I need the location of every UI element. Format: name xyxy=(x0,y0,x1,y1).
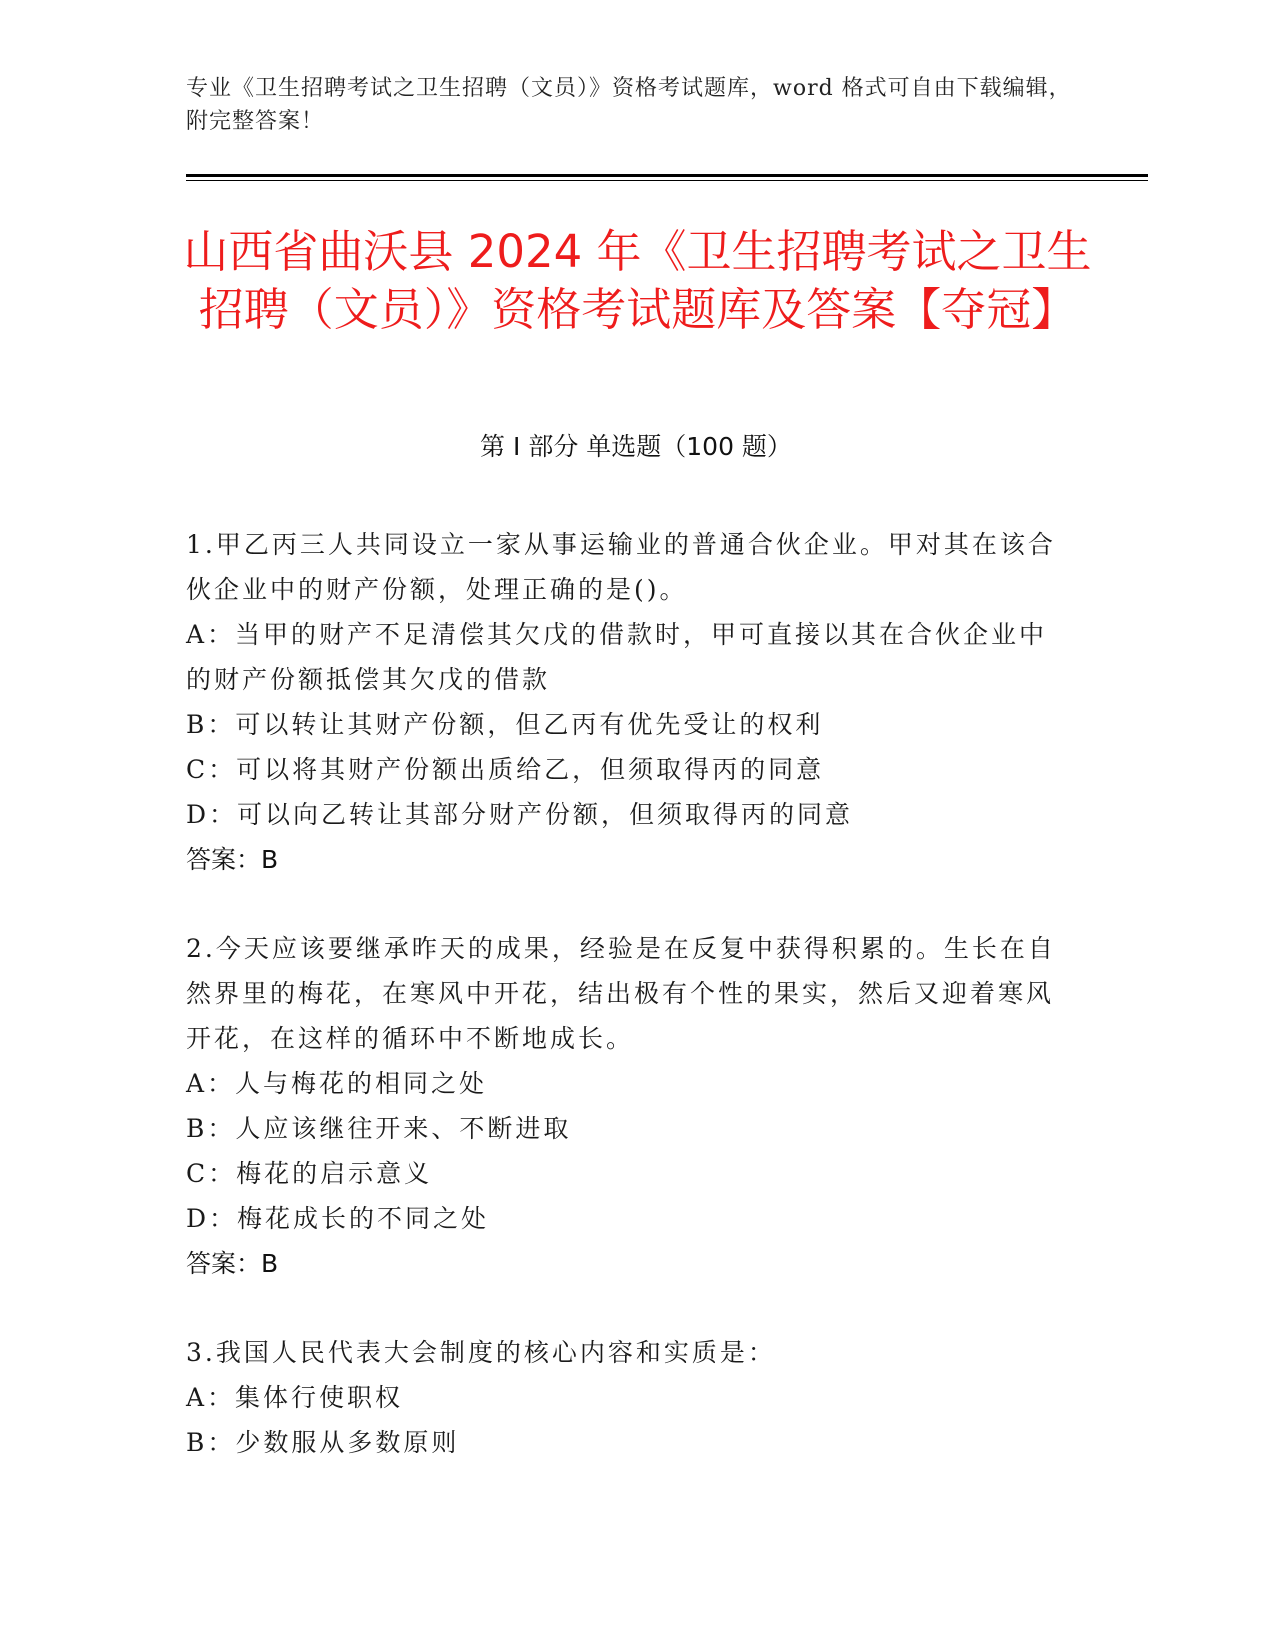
question-3 xyxy=(186,1330,1066,1465)
header-divider-thick xyxy=(186,174,1148,177)
question-option-c: C：可以将其财产份额出质给乙，但须取得丙的同意 xyxy=(186,755,825,784)
question-text: 1.甲乙丙三人共同设立一家从事运输业的普通合伙企业。甲对其在该合伙企业中的财产份额，处理正确的是()。 xyxy=(186,530,1056,604)
question-option-a: A：人与梅花的相同之处 xyxy=(186,1069,488,1098)
question-2 xyxy=(186,926,1066,1286)
question-option-c: C：梅花的启示意义 xyxy=(186,1159,433,1188)
question-option-b: B：少数服从多数原则 xyxy=(186,1428,460,1457)
question-option-a: A：当甲的财产不足清偿其欠戊的借款时，甲可直接以其在合伙企业中的财产份额抵偿其欠戊的借款 xyxy=(186,620,1048,694)
question-option-d: D：梅花成长的不同之处 xyxy=(186,1204,490,1233)
question-1 xyxy=(186,522,1066,882)
question-option-d: D：可以向乙转让其部分财产份额，但须取得丙的同意 xyxy=(186,800,854,829)
question-text: 3.我国人民代表大会制度的核心内容和实质是： xyxy=(186,1338,776,1367)
question-text: 2.今天应该要继承昨天的成果，经验是在反复中获得积累的。生长在自然界里的梅花，在寒风中开花，结出极有个性的果实，然后又迎着寒风开花，在这样的循环中不断地成长。 xyxy=(186,934,1056,1053)
question-option-a: A：集体行使职权 xyxy=(186,1383,404,1412)
question-option-b: B：人应该继往开来、不断进取 xyxy=(186,1114,572,1143)
question-option-b: B：可以转让其财产份额，但乙丙有优先受让的权利 xyxy=(186,710,824,739)
section-title: 第 I 部分 单选题（100 题） xyxy=(480,432,792,461)
header-note: 专业《卫生招聘考试之卫生招聘（文员）》资格考试题库，word 格式可自由下载编辑，附完整答案！ xyxy=(186,76,1072,134)
header-divider-thin xyxy=(186,180,1148,181)
question-answer: 答案：B xyxy=(186,845,279,874)
question-answer: 答案：B xyxy=(186,1249,279,1278)
document-title: 山西省曲沃县 2024 年《卫生招聘考试之卫生招聘（文员）》资格考试题库及答案【夺冠】 xyxy=(183,225,1092,336)
question-list xyxy=(186,522,1066,1509)
